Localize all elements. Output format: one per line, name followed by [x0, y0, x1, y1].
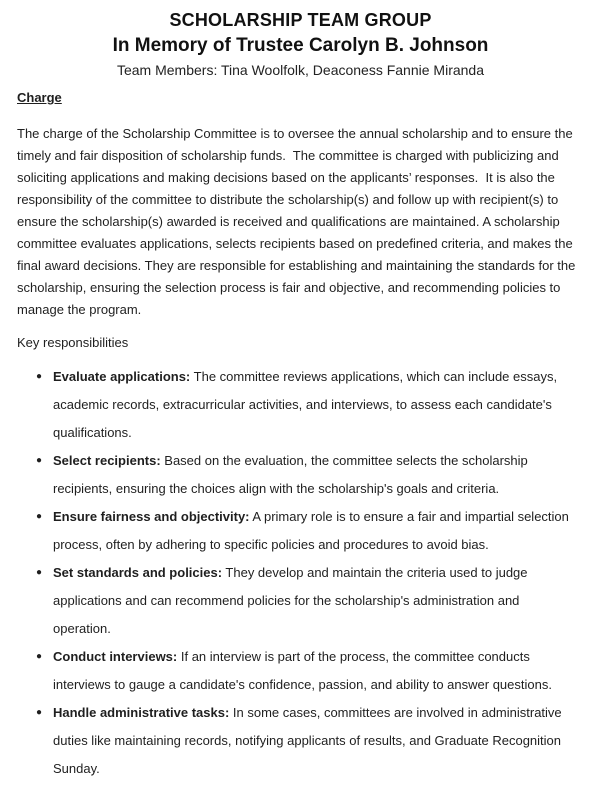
list-item-lead: Handle administrative tasks: — [53, 705, 230, 720]
doc-title: SCHOLARSHIP TEAM GROUP — [169, 10, 432, 30]
list-item-set-standards — [17, 559, 584, 643]
list-item-body: A primary role is to ensure a fair and impartial selection process, often by adhering to specific policies and procedures to avoid bias. — [53, 509, 569, 552]
doc-subtitle: In Memory of Trustee Carolyn B. Johnson — [112, 35, 489, 56]
bullet-icon: ● — [36, 567, 43, 578]
list-item-lead: Select recipients: — [53, 453, 161, 468]
list-item-text — [53, 643, 584, 699]
bullet-icon: ● — [36, 455, 43, 466]
key-responsibilities-label: Key responsibilities — [17, 335, 129, 350]
list-item-evaluate-applications — [17, 363, 584, 447]
team-members-line: Team Members: Tina Woolfolk, Deaconess Fannie Miranda — [116, 62, 484, 78]
list-item-body: Based on the evaluation, the committee selects the scholarship recipients, ensuring the choices align with the scholarship's goals and criteria. — [53, 453, 528, 496]
list-item-lead: Set standards and policies: — [53, 565, 223, 580]
list-item-ensure-fairness — [17, 503, 584, 559]
list-item-conduct-interviews — [17, 643, 584, 699]
charge-heading-text: Charge — [17, 90, 62, 105]
list-item-select-recipients — [17, 447, 584, 503]
bullet-icon: ● — [36, 371, 43, 382]
list-item-text — [53, 559, 584, 643]
list-item-body: In some cases, committees are involved in administrative duties like maintaining records, notifying applicants of results, and Graduate Recognition Sunday. — [53, 705, 562, 776]
list-item-text — [53, 447, 584, 503]
list-item-lead: Ensure fairness and objectivity: — [53, 509, 250, 524]
list-item-lead: Conduct interviews: — [53, 649, 178, 664]
list-item-lead: Evaluate applications: — [53, 369, 191, 384]
bullet-icon: ● — [36, 651, 43, 662]
list-item-body: If an interview is part of the process, the committee conducts interviews to gauge a candidate's confidence, passion, and ability to answer questions. — [53, 649, 552, 692]
responsibilities-list — [17, 363, 584, 783]
list-item-body: The committee reviews applications, which can include essays, academic records, extracurricular activities, and interviews, to assess each candidate's qualifications. — [53, 369, 558, 440]
list-item-text — [53, 503, 584, 559]
list-item-text — [53, 363, 584, 447]
section-heading-charge — [17, 89, 584, 107]
list-item-body: They develop and maintain the criteria used to judge applications and can recommend policies for the scholarship's administration and operation. — [53, 565, 528, 636]
charge-paragraph: The charge of the Scholarship Committee is to oversee the annual scholarship and to ensure the timely and fair disposition of scholarship funds. The committee is charged with publicizing and soliciting applications and making decisions based on the applicants’ responses. It is also the responsibility of the committee to distribute the scholarship(s) and follow up with recipient(s) to ensure the scholarship(s) awarded is received and qualifications are maintained. A scholarship committee evaluates applications, selects recipients based on predefined criteria, and makes the final award decisions. They are responsible for establishing and maintaining the standards for the scholarship, ensuring the selection process is fair and objective, and recommending policies to manage the program. — [17, 126, 579, 317]
list-item-handle-admin-tasks — [17, 699, 584, 783]
list-item-text — [53, 699, 584, 783]
bullet-icon: ● — [36, 707, 43, 718]
bullet-icon: ● — [36, 511, 43, 522]
